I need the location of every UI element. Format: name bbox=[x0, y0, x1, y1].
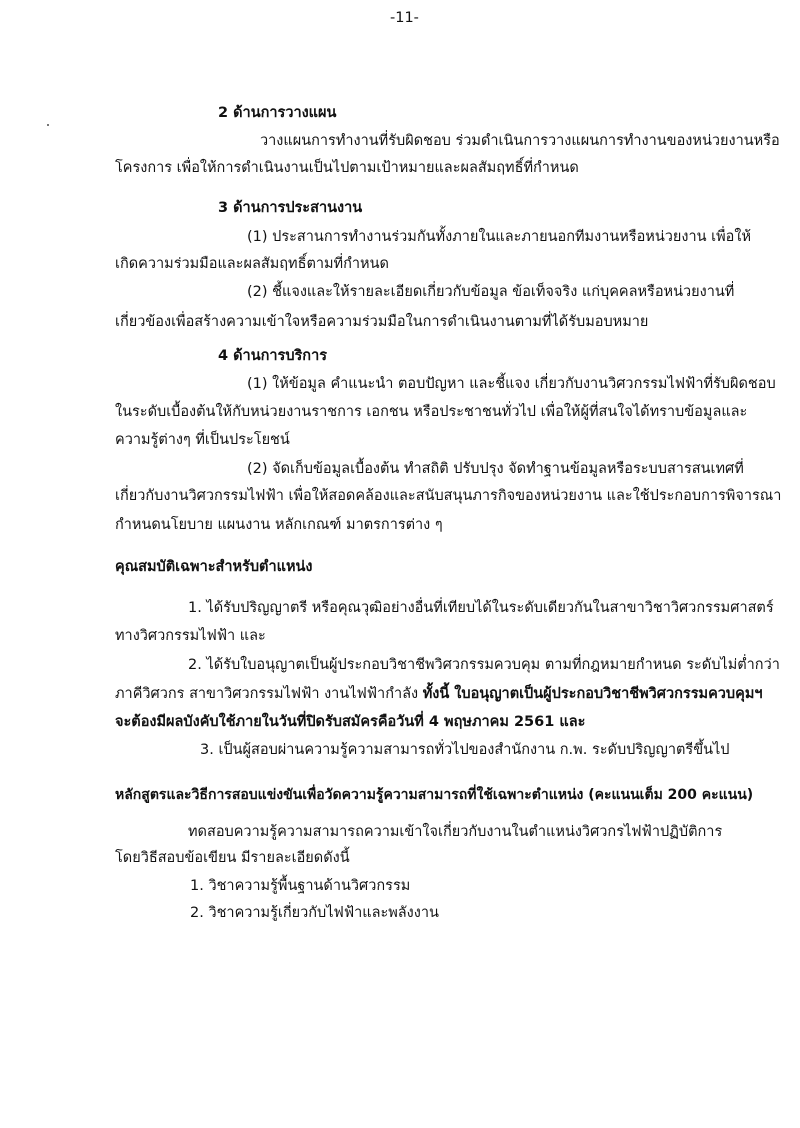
paragraph-line: ในระดับเบื้องต้นให้กับหน่วยงานราชการ เอกชน หรือประชาชนทั่วไป เพื่อให้ผู้ที่สนใจได้ทราบข้อมูลและ bbox=[115, 404, 748, 420]
paragraph-line: เกิดความร่วมมือและผลสัมฤทธิ์ตามที่กำหนด bbox=[115, 256, 389, 272]
heading-planning: 2 ด้านการวางแผน bbox=[218, 105, 337, 121]
paragraph-line: จะต้องมีผลบังคับใช้ภายในวันที่ปิดรับสมัครคือวันที่ 4 พฤษภาคม 2561 และ bbox=[115, 714, 586, 730]
paragraph-line: เกี่ยวข้องเพื่อสร้างความเข้าใจหรือความร่วมมือในการดำเนินงานตามที่ได้รับมอบหมาย bbox=[115, 314, 649, 330]
paragraph-line bbox=[115, 684, 763, 704]
text-segment: ภาคีวิศวกร สาขาวิศวกรรมไฟฟ้า งานไฟฟ้ากำลัง bbox=[115, 686, 423, 702]
paragraph-line: ทดสอบความรู้ความสามารถความเข้าใจเกี่ยวกับงานในตำแหน่งวิศวกรไฟฟ้าปฏิบัติการ bbox=[188, 824, 723, 840]
paragraph-line: ทางวิศวกรรมไฟฟ้า และ bbox=[115, 628, 266, 644]
paragraph-line: กำหนดนโยบาย แผนงาน หลักเกณฑ์ มาตรการต่าง ๆ bbox=[115, 517, 443, 533]
paragraph-line: วางแผนการทำงานที่รับผิดชอบ ร่วมดำเนินการวางแผนการทำงานของหน่วยงานหรือ bbox=[260, 133, 780, 149]
paragraph-line: (1) ให้ข้อมูล คำแนะนำ ตอบปัญหา และชี้แจง เกี่ยวกับงานวิศวกรรมไฟฟ้าที่รับผิดชอบ bbox=[247, 376, 776, 392]
paragraph-line: (2) จัดเก็บข้อมูลเบื้องต้น ทำสถิติ ปรับปรุง จัดทำฐานข้อมูลหรือระบบสารสนเทศที่ bbox=[247, 461, 744, 477]
heading-qualifications: คุณสมบัติเฉพาะสำหรับตำแหน่ง bbox=[115, 559, 313, 575]
paragraph-line: (1) ประสานการทำงานร่วมกันทั้งภายในและภายนอกทีมงานหรือหน่วยงาน เพื่อให้ bbox=[247, 229, 752, 245]
heading-exam: หลักสูตรและวิธีการสอบแข่งขันเพื่อวัดความรู้ความสามารถที่ใช้เฉพาะตำแหน่ง (คะแนนเต็ม 200 คะแนน) bbox=[115, 787, 754, 803]
paragraph-line: (2) ชี้แจงและให้รายละเอียดเกี่ยวกับข้อมูล ข้อเท็จจริง แก่บุคคลหรือหน่วยงานที่ bbox=[247, 284, 735, 300]
paragraph-line: โครงการ เพื่อให้การดำเนินงานเป็นไปตามเป้าหมายและผลสัมฤทธิ์ที่กำหนด bbox=[115, 160, 579, 176]
paragraph-line: 2. ได้รับใบอนุญาตเป็นผู้ประกอบวิชาชีพวิศวกรรมควบคุม ตามที่กฎหมายกำหนด ระดับไม่ต่ำกว่า bbox=[188, 657, 780, 673]
heading-coordination: 3 ด้านการประสานงาน bbox=[218, 200, 363, 216]
paragraph-line: ความรู้ต่างๆ ที่เป็นประโยชน์ bbox=[115, 432, 290, 448]
scan-speck bbox=[47, 124, 49, 126]
paragraph-line bbox=[115, 486, 781, 506]
paragraph-line: โดยวิธีสอบข้อเขียน มีรายละเอียดดังนี้ bbox=[115, 850, 350, 866]
list-item: 1. วิชาความรู้พื้นฐานด้านวิศวกรรม bbox=[190, 878, 411, 894]
page-number: -11- bbox=[390, 10, 419, 26]
paragraph-line: 1. ได้รับปริญญาตรี หรือคุณวุฒิอย่างอื่นที่เทียบได้ในระดับเดียวกันในสาขาวิชาวิศวกรรมศาสตร์ bbox=[188, 600, 774, 616]
list-item: 2. วิชาความรู้เกี่ยวกับไฟฟ้าและพลังงาน bbox=[190, 905, 439, 921]
paragraph-line: 3. เป็นผู้สอบผ่านความรู้ความสามารถทั่วไปของสำนักงาน ก.พ. ระดับปริญญาตรีขึ้นไป bbox=[200, 742, 730, 758]
text-segment: เพื่อให้สอดคล้องและสนับสนุนภารกิจของหน่วยงาน และใช้ประกอบการพิจารณา bbox=[288, 488, 782, 504]
text-segment-bold: ทั้งนี้ ใบอนุญาตเป็นผู้ประกอบวิชาชีพวิศวกรรมควบคุมฯ bbox=[422, 686, 763, 702]
heading-service: 4 ด้านการบริการ bbox=[218, 348, 328, 364]
text-segment: เกี่ยวกับงานวิศวกรรมไฟฟ้า bbox=[115, 488, 289, 504]
